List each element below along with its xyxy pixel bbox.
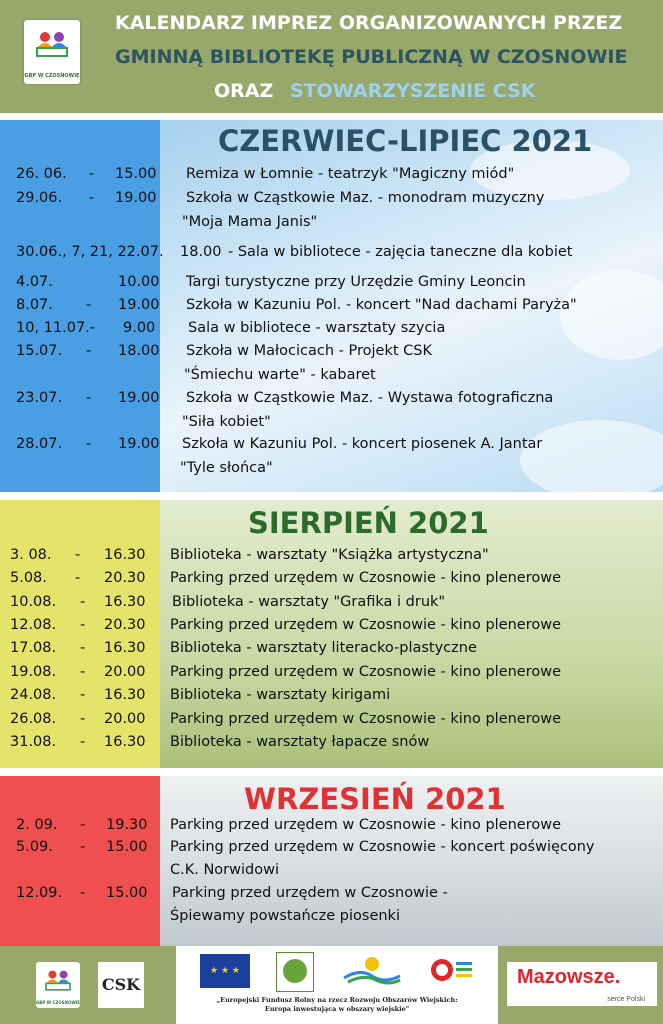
event-time: 19.00 bbox=[118, 390, 160, 406]
eu-funding-panel bbox=[176, 946, 498, 1024]
mazowsze-logo-subtext: serce Polski bbox=[607, 996, 645, 1003]
event-row bbox=[0, 166, 663, 189]
event-row bbox=[0, 570, 663, 593]
library-logo-text: GBP W CZOSNOWIE bbox=[24, 73, 80, 79]
event-date: 3. 08. bbox=[10, 547, 52, 563]
event-time: 20.30 bbox=[104, 617, 146, 633]
event-description-cont: C.K. Norwidowi bbox=[170, 862, 279, 878]
event-time: 20.00 bbox=[104, 664, 146, 680]
event-time: 16.30 bbox=[104, 547, 146, 563]
section-september bbox=[0, 776, 663, 946]
event-time: 19.00 bbox=[115, 190, 157, 206]
event-description: Parking przed urzędem w Czosnowie - kino plenerowe bbox=[170, 570, 562, 586]
event-row bbox=[0, 640, 663, 663]
rural-development-program-logo-icon bbox=[426, 954, 476, 986]
event-description: Parking przed urzędem w Czosnowie - kino plenerowe bbox=[170, 664, 562, 680]
leader-logo-icon bbox=[276, 952, 314, 992]
event-description: - Sala w bibliotece - zajęcia taneczne dla kobiet bbox=[228, 244, 573, 260]
event-row bbox=[0, 664, 663, 687]
event-dash: - bbox=[75, 547, 81, 563]
header bbox=[0, 0, 663, 113]
event-description: Biblioteka - warsztaty kirigami bbox=[170, 687, 391, 703]
event-description: Szkoła w Cząstkowie Maz. - Wystawa fotograficzna bbox=[186, 390, 554, 406]
event-time: 18.00 bbox=[180, 244, 222, 260]
section-june-july bbox=[0, 120, 663, 492]
leader-leaf-icon bbox=[283, 959, 307, 983]
event-date: 17.08. bbox=[10, 640, 57, 656]
event-dash: - bbox=[86, 297, 92, 313]
event-description-cont: "Tyle słońca" bbox=[180, 460, 273, 476]
event-dash: - bbox=[80, 594, 86, 610]
event-description-cont: Śpiewamy powstańcze piosenki bbox=[170, 908, 400, 924]
event-row bbox=[0, 390, 663, 413]
event-description: Parking przed urzędem w Czosnowie - koncert poświęcony bbox=[170, 839, 595, 855]
event-description: Biblioteka - warsztaty "Grafika i druk" bbox=[172, 594, 446, 610]
event-description: Parking przed urzędem w Czosnowie - kino plenerowe bbox=[170, 617, 562, 633]
event-row bbox=[0, 320, 663, 343]
library-logo-icon bbox=[42, 965, 74, 997]
eu-funding-text bbox=[176, 996, 498, 1014]
section-title: WRZESIEŃ 2021 bbox=[244, 782, 506, 816]
event-row bbox=[0, 547, 663, 570]
event-time: 20.30 bbox=[104, 570, 146, 586]
mazowsze-logo bbox=[507, 962, 657, 1006]
header-line-2: GMINNĄ BIBLIOTEKĘ PUBLICZNĄ W CZOSNOWIE bbox=[115, 46, 628, 68]
header-line-3-association: STOWARZYSZENIE CSK bbox=[290, 80, 536, 102]
event-dash: - bbox=[80, 640, 86, 656]
event-description: Biblioteka - warsztaty literacko-plastyczne bbox=[170, 640, 477, 656]
footer bbox=[0, 946, 663, 1024]
event-description: Biblioteka - warsztaty "Książka artystyczna" bbox=[170, 547, 489, 563]
event-dash: - bbox=[86, 390, 92, 406]
event-time: 19.00 bbox=[118, 436, 160, 452]
mazowsze-logo-text: Mazowsze. bbox=[517, 966, 621, 988]
event-date: 2. 09. bbox=[16, 817, 58, 833]
event-row bbox=[0, 274, 663, 297]
event-row bbox=[0, 687, 663, 710]
event-dash: - bbox=[80, 817, 86, 833]
footer-library-logo bbox=[36, 962, 80, 1008]
event-dash: - bbox=[86, 343, 92, 359]
event-row bbox=[0, 436, 663, 459]
event-time: 20.00 bbox=[104, 711, 146, 727]
event-row bbox=[0, 817, 663, 840]
event-row bbox=[0, 594, 663, 617]
section-title: SIERPIEŃ 2021 bbox=[248, 506, 489, 540]
event-row bbox=[0, 839, 663, 862]
event-description: Targi turystyczne przy Urzędzie Gminy Leoncin bbox=[186, 274, 526, 290]
event-time: 16.30 bbox=[104, 687, 146, 703]
event-dash: - bbox=[86, 436, 92, 452]
event-date: 29.06. bbox=[16, 190, 63, 206]
event-dash: - bbox=[80, 711, 86, 727]
event-description-cont: "Moja Mama Janis" bbox=[182, 214, 318, 230]
event-date: 24.08. bbox=[10, 687, 57, 703]
event-dash: - bbox=[80, 839, 86, 855]
event-time: 16.30 bbox=[104, 734, 146, 750]
event-description-cont: "Śmiechu warte" - kabaret bbox=[184, 367, 376, 383]
eu-funding-text-line-1: „Europejski Fundusz Rolny na rzecz Rozwoju Obszarów Wiejskich: bbox=[216, 996, 458, 1004]
event-date: 5.09. bbox=[16, 839, 53, 855]
event-date: 12.09. bbox=[16, 885, 63, 901]
event-row bbox=[0, 734, 663, 757]
event-dash: - bbox=[80, 664, 86, 680]
event-date: 10, 11.07.- bbox=[16, 320, 96, 336]
event-row bbox=[0, 343, 663, 366]
event-row bbox=[0, 297, 663, 320]
event-dash: - bbox=[89, 166, 95, 182]
event-time: 15.00 bbox=[106, 885, 148, 901]
eu-funding-text-line-2: Europa inwestująca w obszary wiejskie" bbox=[264, 1005, 410, 1013]
event-time: 15.00 bbox=[115, 166, 157, 182]
library-logo-icon bbox=[32, 25, 72, 65]
event-description-cont: "Siła kobiet" bbox=[182, 414, 271, 430]
event-date: 4.07. bbox=[16, 274, 53, 290]
event-date: 8.07. bbox=[16, 297, 53, 313]
event-time: 9.00 bbox=[123, 320, 156, 336]
event-date: 31.08. bbox=[10, 734, 57, 750]
event-date: 15.07. bbox=[16, 343, 63, 359]
event-dash: - bbox=[75, 570, 81, 586]
event-row bbox=[0, 617, 663, 640]
section-august bbox=[0, 500, 663, 768]
event-time: 10.00 bbox=[118, 274, 160, 290]
event-description: Biblioteka - warsztaty łapacze snów bbox=[170, 734, 430, 750]
event-description: Parking przed urzędem w Czosnowie - kino plenerowe bbox=[170, 711, 562, 727]
header-line-3-and: ORAZ bbox=[214, 80, 274, 102]
event-date: 23.07. bbox=[16, 390, 63, 406]
event-description: Parking przed urzędem w Czosnowie - bbox=[172, 885, 448, 901]
event-time: 16.30 bbox=[104, 594, 146, 610]
event-dash: - bbox=[80, 885, 86, 901]
event-description: Remiza w Łomnie - teatrzyk "Magiczny miód" bbox=[186, 166, 515, 182]
event-dash: - bbox=[80, 687, 86, 703]
event-row bbox=[0, 190, 663, 213]
event-row bbox=[0, 885, 663, 908]
event-time: 16.30 bbox=[104, 640, 146, 656]
event-row bbox=[0, 244, 663, 267]
event-dash: - bbox=[89, 190, 95, 206]
event-date: 26.08. bbox=[10, 711, 57, 727]
event-dash: - bbox=[80, 734, 86, 750]
event-time: 19.30 bbox=[106, 817, 148, 833]
event-description: Parking przed urzędem w Czosnowie - kino plenerowe bbox=[170, 817, 562, 833]
event-dash: - bbox=[80, 617, 86, 633]
eu-stars-icon: ★ ★ ★ bbox=[210, 966, 240, 976]
event-row bbox=[0, 711, 663, 734]
event-description: Sala w bibliotece - warsztaty szycia bbox=[188, 320, 446, 336]
event-time: 15.00 bbox=[106, 839, 148, 855]
library-logo bbox=[24, 20, 80, 84]
event-date: 19.08. bbox=[10, 664, 57, 680]
event-description: Szkoła w Cząstkowie Maz. - monodram muzyczny bbox=[186, 190, 545, 206]
event-date: 26. 06. bbox=[16, 166, 67, 182]
event-description: Szkoła w Kazuniu Pol. - koncert piosenek A. Jantar bbox=[182, 436, 543, 452]
section-title: CZERWIEC-LIPIEC 2021 bbox=[218, 124, 593, 158]
event-date: 30.06., 7, 21, 22.07. bbox=[16, 244, 164, 260]
footer-library-logo-text: GBP W CZOSNOWIE bbox=[36, 1000, 80, 1005]
eu-flag-icon bbox=[200, 954, 250, 988]
header-line-1: KALENDARZ IMPREZ ORGANIZOWANYCH PRZEZ bbox=[115, 12, 623, 34]
event-time: 19.00 bbox=[118, 297, 160, 313]
event-time: 18.00 bbox=[118, 343, 160, 359]
event-date: 10.08. bbox=[10, 594, 57, 610]
event-date: 12.08. bbox=[10, 617, 57, 633]
event-date: 28.07. bbox=[16, 436, 63, 452]
rural-network-logo-icon bbox=[340, 954, 404, 986]
event-description: Szkoła w Kazuniu Pol. - koncert "Nad dachami Paryża" bbox=[186, 297, 577, 313]
csk-logo: CSK bbox=[98, 962, 144, 1008]
event-description: Szkoła w Małocicach - Projekt CSK bbox=[186, 343, 432, 359]
event-date: 5.08. bbox=[10, 570, 47, 586]
